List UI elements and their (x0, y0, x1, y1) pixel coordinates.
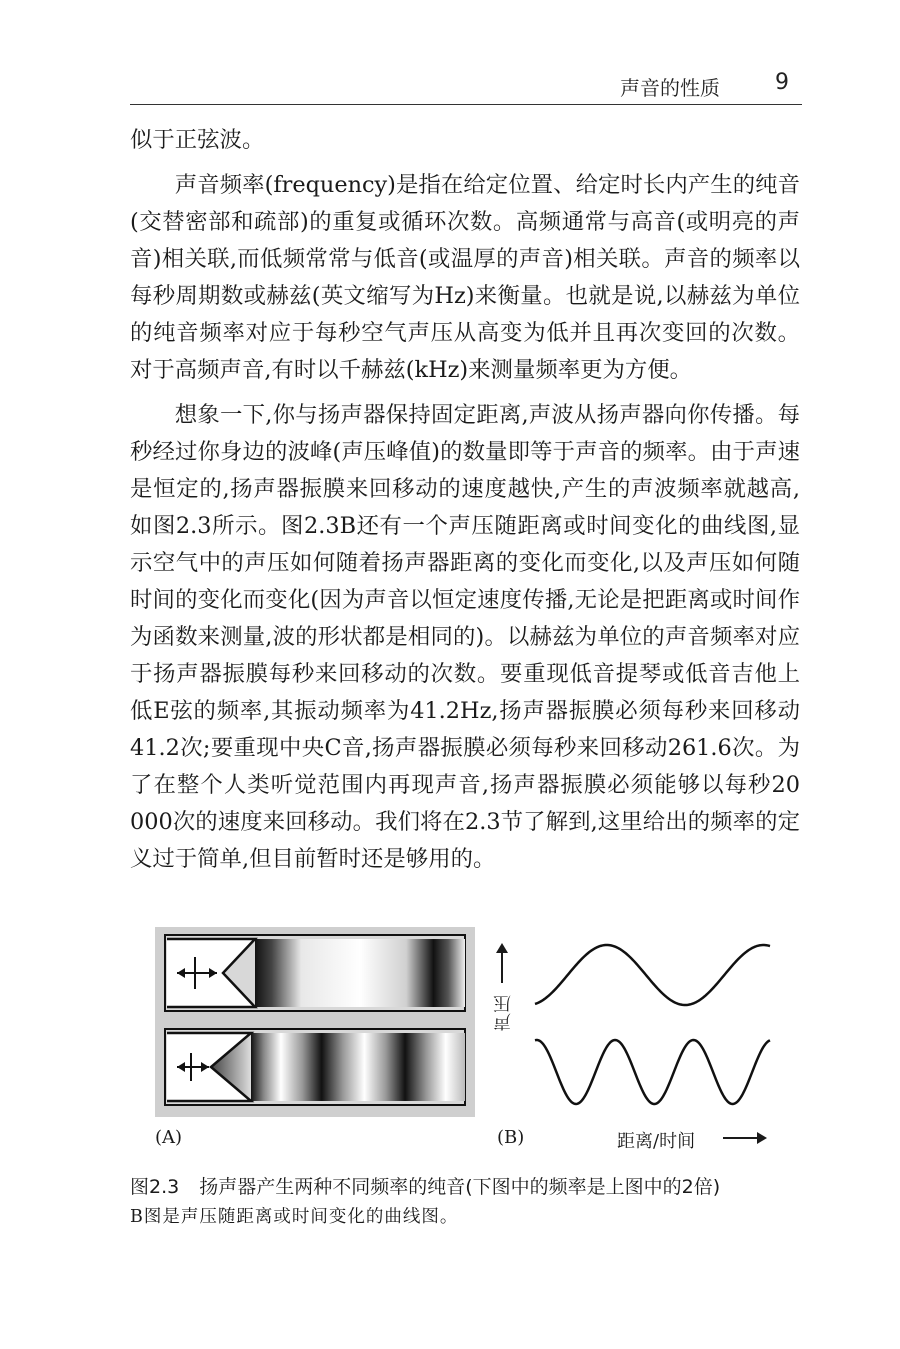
y-axis-label: 声压 (493, 995, 514, 1031)
header-rule (130, 104, 802, 105)
paragraph-frequency-definition: 声音频率(frequency)是指在给定位置、给定时长内产生的纯音(交替密部和疏部)的重复或循环次数。高频通常与高音(或明亮的声音)相关联,而低频常常与低音(或温厚的声音)相关联。声音的频率以每秒周期数或赫兹(英文缩写为Hz)来衡量。也就是说,以赫兹为单位的纯音频率对应于每秒空气声压从高变为低并且再次变回的次数。对于高频声音,有时以千赫兹(kHz)来测量频率更为方便。 (130, 172, 800, 383)
wave-high-frequency (535, 1040, 770, 1104)
panel-a-label: (A) (155, 1127, 183, 1148)
panel-b-label: (B) (497, 1127, 525, 1148)
caption-title: 扬声器产生两种不同频率的纯音(下图中的频率是上图中的2倍) (199, 1176, 721, 1198)
running-head (0, 68, 900, 98)
y-axis-arrow (501, 949, 503, 983)
caption-number: 图2.3 (130, 1176, 180, 1198)
x-axis-label: 距离/时间 (617, 1131, 696, 1152)
x-axis-arrow (723, 1137, 765, 1139)
wave-low-frequency (535, 945, 770, 1005)
figure-panel-a (155, 927, 475, 1117)
body-text (130, 122, 800, 878)
caption-subtitle: B图是声压随距离或时间变化的曲线图。 (130, 1207, 459, 1227)
figure-2-3 (155, 927, 775, 1157)
running-title: 声音的性质 (620, 76, 720, 100)
figure-panel-b (485, 927, 785, 1117)
pressure-wave-plot (485, 927, 785, 1117)
paragraph-continuation: 似于正弦波。 (130, 127, 265, 153)
figure-caption (130, 1172, 810, 1232)
page-number: 9 (775, 70, 789, 95)
paragraph-speaker-example: 想象一下,你与扬声器保持固定距离,声波从扬声器向你传播。每秒经过你身边的波峰(声压峰值)的数量即等于声音的频率。由于声速是恒定的,扬声器振膜来回移动的速度越快,产生的声波频率就越高,如图2.3所示。图2.3B还有一个声压随距离或时间变化的曲线图,显示空气中的声压如何随着扬声器距离的变化而变化,以及声压如何随时间的变化而变化(因为声音以恒定速度传播,无论是把距离或时间作为函数来测量,波的形状都是相同的)。以赫兹为单位的声音频率对应于扬声器振膜每秒来回移动的次数。要重现低音提琴或低音吉他上低E弦的频率,其振动频率为41.2Hz,扬声器振膜必须每秒来回移动41.2次;要重现中央C音,扬声器振膜必须每秒来回移动261.6次。为了在整个人类听觉范围内再现声音,扬声器振膜必须能够以每秒20 000次的速度来回移动。我们将在2.3节了解到,这里给出的频率的定义过于简单,但目前暂时还是够用的。 (130, 402, 800, 872)
speaker-diagram (155, 927, 475, 1117)
